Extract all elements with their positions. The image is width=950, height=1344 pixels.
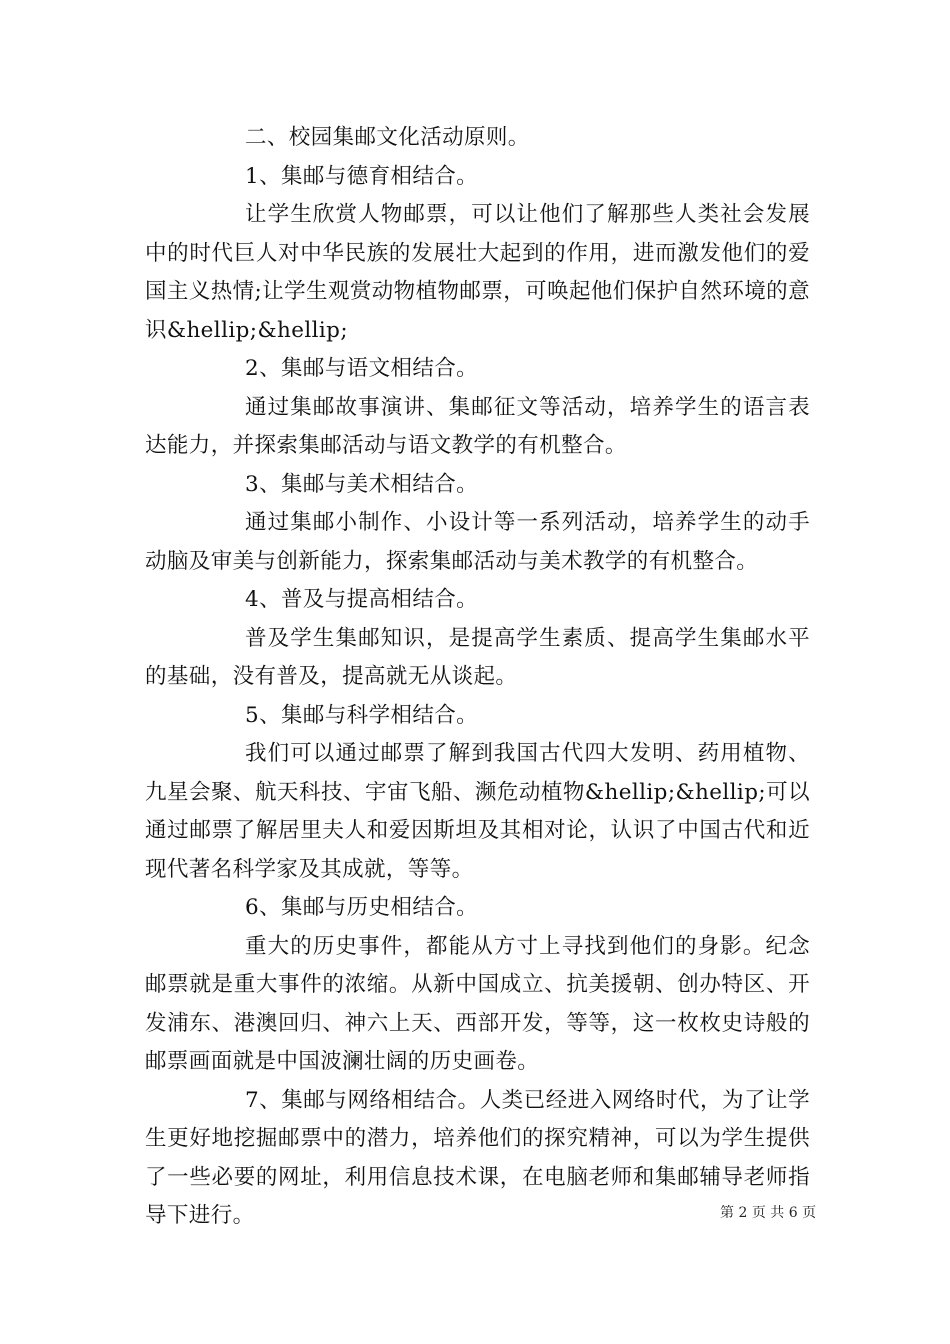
principle-paragraph-1: 让学生欣赏人物邮票，可以让他们了解那些人类社会发展中的时代巨人对中华民族的发展壮大起到的作用，进而激发他们的爱国主义热情;让学生观赏动物植物邮票，可唤起他们保护自然环境的意识&hellip;&hellip; [145, 202, 810, 343]
footer-page-label: 第 [720, 1205, 734, 1221]
footer-page-number: 2 [738, 1205, 748, 1221]
page-footer [720, 1203, 816, 1223]
principle-heading-1: 1、集邮与德育相结合。 [245, 163, 479, 189]
principle-paragraph-5: 我们可以通过邮票了解到我国古代四大发明、药用植物、九星会聚、航天科技、宇宙飞船、濒危动植物&hellip;&hellip;可以通过邮票了解居里夫人和爱因斯坦及其相对论，认识了中国古代和近现代著名科学家及其成就，等等。 [145, 741, 810, 882]
document-body [145, 119, 810, 1236]
principle-heading-2: 2、集邮与语文相结合。 [245, 356, 479, 381]
principle-heading-5: 5、集邮与科学相结合。 [245, 702, 479, 728]
section-heading: 二、校园集邮文化活动原则。 [245, 125, 530, 150]
principle-paragraph-2: 通过集邮故事演讲、集邮征文等活动，培养学生的语言表达能力，并探索集邮活动与语文教学的有机整合。 [145, 394, 810, 458]
principle-paragraph-4: 普及学生集邮知识，是提高学生素质、提高学生集邮水平的基础，没有普及，提高就无从谈起。 [145, 625, 810, 689]
principle-heading-3: 3、集邮与美术相结合。 [245, 471, 479, 497]
footer-page-mid: 页 共 [751, 1205, 785, 1221]
footer-total-pages: 6 [788, 1205, 798, 1221]
principle-paragraph-6: 重大的历史事件，都能从方寸上寻找到他们的身影。纪念邮票就是重大事件的浓缩。从新中国成立、抗美援朝、创办特区、开发浦东、港澳回归、神六上天、西部开发，等等，这一枚枚史诗般的邮票画面就是中国波澜壮阔的历史画卷。 [145, 933, 810, 1074]
footer-page-end: 页 [802, 1205, 817, 1221]
principle-paragraph-3: 通过集邮小制作、小设计等一系列活动，培养学生的动手动脑及审美与创新能力，探索集邮活动与美术教学的有机整合。 [145, 510, 810, 574]
principle-heading-4: 4、普及与提高相结合。 [245, 587, 479, 612]
principle-heading-6: 6、集邮与历史相结合。 [245, 895, 479, 920]
principle-paragraph-7: 7、集邮与网络相结合。人类已经进入网络时代，为了让学生更好地挖掘邮票中的潜力，培养他们的探究精神，可以为学生提供了一些必要的网址，利用信息技术课，在电脑老师和集邮辅导老师指导下进行。 [145, 1087, 810, 1228]
